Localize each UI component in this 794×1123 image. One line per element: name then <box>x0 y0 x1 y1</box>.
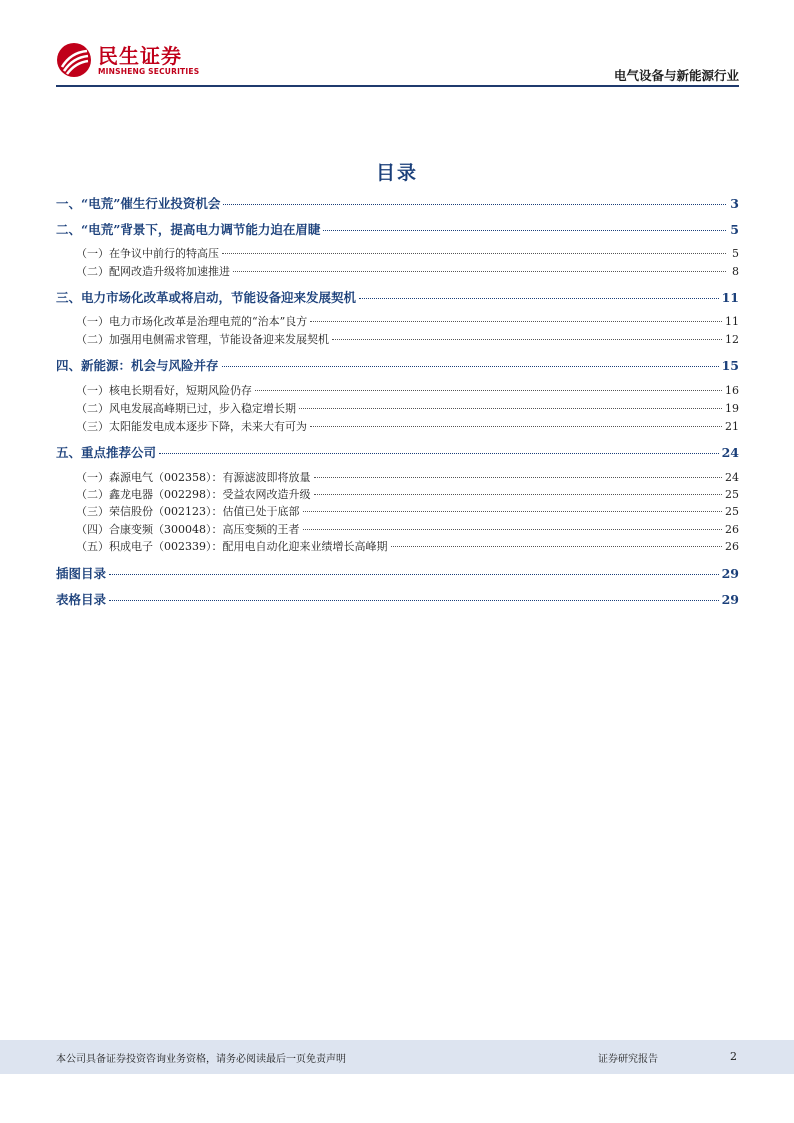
toc-leader <box>314 494 723 495</box>
toc-entry-page: 11 <box>725 315 739 328</box>
toc-leader <box>332 339 722 340</box>
toc-leader <box>222 253 726 254</box>
toc-entry-title: （二）鑫龙电器（002298）：受益农网改造升级 <box>76 488 311 501</box>
toc-entry[interactable] <box>56 590 739 608</box>
toc-entry-title: （一）森源电气（002358）：有源滤波即将放量 <box>76 471 311 484</box>
toc-entry-title: （一）电力市场化改革是治理电荒的“治本”良方 <box>76 315 308 328</box>
toc-entry-title: 插图目录 <box>56 566 107 581</box>
toc-leader <box>233 271 726 272</box>
toc-entry-page: 19 <box>725 402 739 415</box>
toc-entry-title: （二）风电发展高峰期已过，步入稳定增长期 <box>76 402 296 415</box>
page-number: 2 <box>730 1050 737 1063</box>
toc-entry-page: 25 <box>725 505 739 518</box>
toc-title: 目录 <box>375 162 418 184</box>
toc-entry[interactable] <box>56 503 739 519</box>
toc-entry[interactable] <box>56 194 739 212</box>
toc-entry-title: （二）加强用电侧需求管理，节能设备迎来发展契机 <box>76 333 329 346</box>
toc-entry-title: 一、“电荒”催生行业投资机会 <box>56 196 221 211</box>
toc-entry-page: 24 <box>725 471 739 484</box>
toc-leader <box>314 477 723 478</box>
toc-entry-title: （二）配网改造升级将加速推进 <box>76 265 230 278</box>
toc-entry-page: 5 <box>732 247 739 260</box>
toc-leader <box>109 574 719 575</box>
toc-entry-page: 12 <box>725 333 739 346</box>
toc-entry[interactable] <box>56 220 739 238</box>
toc-entry-page: 5 <box>730 222 739 237</box>
toc-entry[interactable] <box>56 564 739 582</box>
header-divider <box>56 85 739 87</box>
toc-entry-title: （一）核电长期看好，短期风险仍存 <box>76 384 252 397</box>
toc-entry-page: 24 <box>721 445 739 460</box>
toc-leader <box>222 366 719 367</box>
toc-leader <box>310 426 722 427</box>
toc-entry-page: 29 <box>721 592 739 607</box>
toc-entry-page: 3 <box>730 196 739 211</box>
toc-entry[interactable] <box>56 418 739 434</box>
toc-entry[interactable] <box>56 245 739 261</box>
company-logo <box>56 42 199 78</box>
page-header <box>56 42 739 84</box>
toc-entry[interactable] <box>56 400 739 416</box>
toc-entry-title: 五、重点推荐公司 <box>56 445 157 460</box>
toc-leader <box>109 600 719 601</box>
toc-entry-title: 三、电力市场化改革或将启动，节能设备迎来发展契机 <box>56 290 357 305</box>
toc-entry-page: 16 <box>725 384 739 397</box>
toc-entry-page: 26 <box>725 523 739 536</box>
toc-entry[interactable] <box>56 313 739 329</box>
toc-leader <box>255 390 722 391</box>
toc-entry-page: 21 <box>725 420 739 433</box>
toc-entry-page: 8 <box>732 265 739 278</box>
footer-report-type: 证券研究报告 <box>598 1054 658 1065</box>
toc-leader <box>391 546 723 547</box>
footer-disclaimer: 本公司具备证券投资咨询业务资格，请务必阅读最后一页免责声明 <box>56 1054 346 1065</box>
toc-entry-title: 表格目录 <box>56 592 107 607</box>
toc-leader <box>223 204 726 205</box>
toc-entry[interactable] <box>56 356 739 374</box>
toc-entry[interactable] <box>56 469 739 485</box>
toc-leader <box>299 408 722 409</box>
toc-entry-page: 11 <box>721 290 739 305</box>
toc-leader <box>323 230 726 231</box>
toc-leader <box>359 298 719 299</box>
toc-entry[interactable] <box>56 521 739 537</box>
toc-entry-title: （三）荣信股份（002123）：估值已处于底部 <box>76 505 300 518</box>
toc-entry-page: 26 <box>725 540 739 553</box>
toc-entry-page: 29 <box>721 566 739 581</box>
toc-entry-title: （四）合康变频（300048）：高压变频的王者 <box>76 523 300 536</box>
logo-chinese-name: 民生证券 <box>98 43 182 68</box>
toc-entry-title: 二、“电荒”背景下，提高电力调节能力迫在眉睫 <box>56 222 321 237</box>
industry-label: 电气设备与新能源行业 <box>613 68 739 83</box>
toc-entry[interactable] <box>56 443 739 461</box>
toc-leader <box>159 453 719 454</box>
toc-entry[interactable] <box>56 331 739 347</box>
toc-entry[interactable] <box>56 263 739 279</box>
logo-english-name: MINSHENG SECURITIES <box>98 66 200 76</box>
toc-entry-title: （五）积成电子（002339）：配用电自动化迎来业绩增长高峰期 <box>76 540 388 553</box>
toc-entry[interactable] <box>56 288 739 306</box>
page-footer <box>0 1040 794 1074</box>
toc-entry-title: （一）在争议中前行的特高压 <box>76 247 219 260</box>
toc-leader <box>303 511 723 512</box>
toc-entry[interactable] <box>56 382 739 398</box>
toc-entry-title: （三）太阳能发电成本逐步下降，未来大有可为 <box>76 420 307 433</box>
toc-entry-title: 四、新能源：机会与风险并存 <box>56 358 219 373</box>
toc-leader <box>303 529 723 530</box>
toc-leader <box>310 321 722 322</box>
toc-entry[interactable] <box>56 486 739 502</box>
toc-entry[interactable] <box>56 538 739 554</box>
toc-entry-page: 15 <box>721 358 739 373</box>
toc-entry-page: 25 <box>725 488 739 501</box>
minsheng-logo-icon <box>56 42 92 78</box>
